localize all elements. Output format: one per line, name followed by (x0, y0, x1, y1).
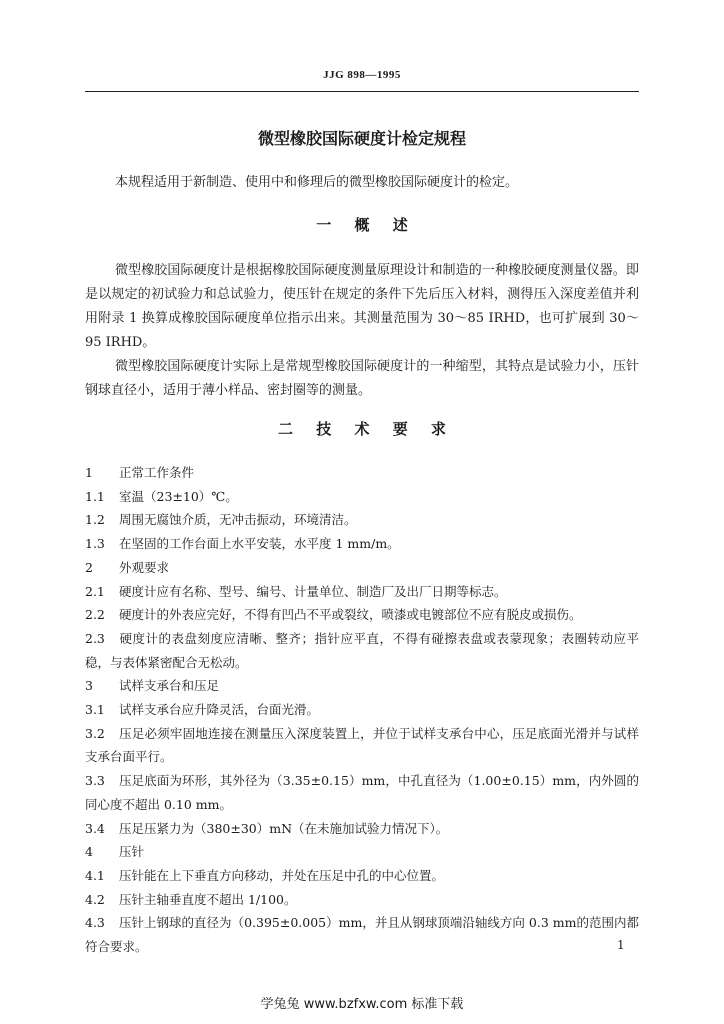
list-item: 1.1 室温（23±10）℃。 (85, 488, 238, 504)
list-item: 4.3 压针上钢球的直径为（0.395±0.005）mm，并且从钢球顶端沿轴线方向 0.3 mm的范围内都符合要求。 (85, 915, 639, 955)
list-item: 4.1 压针能在上下垂直方向移动，并处在压足中孔的中心位置。 (85, 867, 445, 883)
standard-code: JJG 898—1995 (323, 69, 401, 81)
overview-paragraph-2: 微型橡胶国际硬度计实际上是常规型橡胶国际硬度计的一种缩型，其特点是试验力小，压针钢球直径小，适用于薄小样品、密封圈等的测量。 (85, 359, 639, 398)
requirements-list (85, 461, 639, 959)
document-title: 微型橡胶国际硬度计检定规程 (257, 129, 466, 148)
list-item: 3.4 压足压紧力为（380±30）mN（在未施加试验力情况下）。 (85, 820, 449, 836)
list-item: 4 压针 (85, 844, 145, 860)
list-item: 2.2 硬度计的外表应完好，不得有凹凸不平或裂纹，喷漆或电镀部位不应有脱皮或损伤。 (85, 607, 582, 623)
list-item: 2.1 硬度计应有名称、型号、编号、计量单位、制造厂及出厂日期等标志。 (85, 583, 507, 599)
footer-watermark: 学兔兔 www.bzfxw.com 标准下载 (260, 997, 464, 1012)
list-item: 3.3 压足底面为环形，其外径为（3.35±0.15）mm，中孔直径为（1.00±0.15）mm，内外圆的同心度不超出 0.10 mm。 (85, 773, 639, 812)
overview-paragraph-1: 微型橡胶国际硬度计是根据橡胶国际硬度测量原理设计和制造的一种橡胶硬度测量仪器。即是以规定的初试验力和总试验力，使压针在规定的条件下先后压入材料，测得压入深度差值并利用附录 1 换算成橡胶国际硬度单位指示出来。其测量范围为 30～85 IRHD，也可扩展到 30～95 IRHD。 (85, 263, 639, 350)
intro-paragraph: 本规程适用于新制造、使用中和修理后的微型橡胶国际硬度计的检定。 (115, 175, 519, 190)
list-item: 1.3 在坚固的工作台面上水平安装，水平度 1 mm/m。 (85, 536, 400, 552)
list-item: 2 外观要求 (85, 559, 170, 575)
list-item: 3.2 压足必须牢固地连接在测量压入深度装置上，并位于试样支承台中心，压足底面光滑并与试样支承台面平行。 (85, 725, 639, 765)
list-item: 3 试样支承台和压足 (85, 678, 220, 694)
header-rule (85, 91, 639, 92)
section-heading-technical-requirements: 二 技 术 要 求 (278, 420, 446, 438)
list-item: 3.1 试样支承台应升降灵活，台面光滑。 (85, 702, 320, 718)
section-heading-overview: 一 概 述 (316, 216, 408, 234)
list-item: 1 正常工作条件 (85, 465, 195, 480)
list-item: 1.2 周围无腐蚀介质，无冲击振动，环境清洁。 (85, 512, 357, 528)
page-number: 1 (617, 938, 625, 952)
list-item: 2.3 硬度计的表盘刻度应清晰、整齐；指针应平直，不得有碰擦表盘或表蒙现象；表圈转动应平稳，与表体紧密配合无松动。 (85, 630, 639, 670)
list-item: 4.2 压针主轴垂直度不超出 1/100。 (85, 891, 297, 907)
